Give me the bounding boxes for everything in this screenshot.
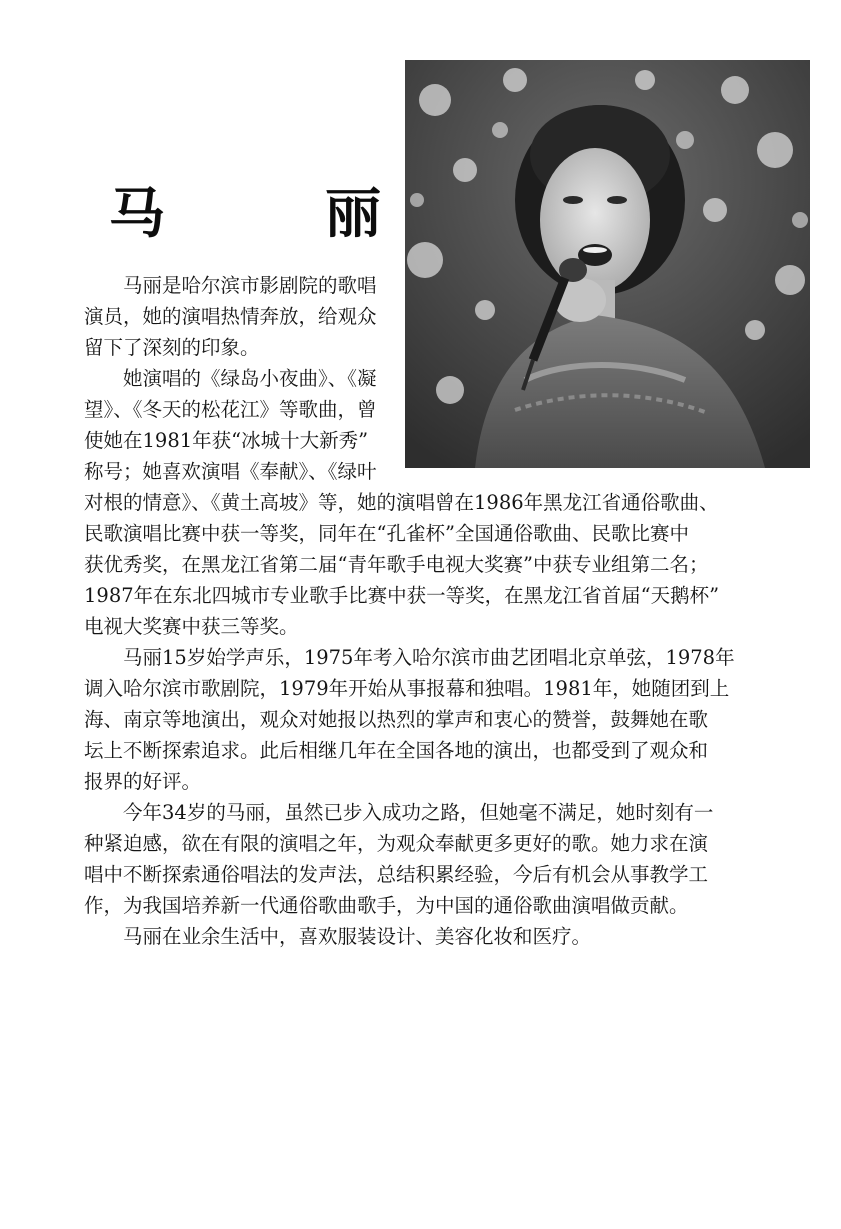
- intro-text: [84, 270, 398, 487]
- singer-portrait-photo: [405, 60, 810, 468]
- page-title: [110, 174, 380, 244]
- text-line: 唱中不断探索通俗唱法的发声法，总结积累经验，今后有机会从事教学工: [84, 863, 709, 886]
- text-line: 称号；她喜欢演唱《奉献》、《绿叶: [84, 460, 377, 483]
- text-line: 调入哈尔滨市歌剧院，1979年开始从事报幕和独唱。1981年，她随团到上: [84, 677, 730, 700]
- text-line: 她演唱的《绿岛小夜曲》、《凝: [123, 367, 377, 390]
- title-char-2: 丽: [324, 181, 382, 245]
- text-line: 电视大奖赛中获三等奖。: [84, 615, 299, 638]
- text-line: 坛上不断探索追求。此后相继几年在全国各地的演出，也都受到了观众和: [84, 739, 709, 762]
- text-line: 海、南京等地演出，观众对她报以热烈的掌声和衷心的赞誉，鼓舞她在歌: [84, 708, 709, 731]
- text-line: 马丽是哈尔滨市影剧院的歌唱: [123, 274, 377, 297]
- text-line: 马丽15岁始学声乐，1975年考入哈尔滨市曲艺团唱北京单弦，1978年: [123, 646, 735, 669]
- text-line: 报界的好评。: [84, 770, 202, 793]
- text-line: 获优秀奖，在黑龙江省第二届“青年歌手电视大奖赛”中获专业组第二名；: [84, 553, 709, 576]
- text-line: 对根的情意》、《黄土高坡》等，她的演唱曾在1986年黑龙江省通俗歌曲、: [84, 491, 719, 514]
- text-line: 演员，她的演唱热情奔放，给观众: [84, 305, 377, 328]
- text-line: 种紧迫感，欲在有限的演唱之年，为观众奉献更多更好的歌。她力求在演: [84, 832, 709, 855]
- text-line: 作，为我国培养新一代通俗歌曲歌手，为中国的通俗歌曲演唱做贡献。: [84, 894, 689, 917]
- text-line: 望》、《冬天的松花江》等歌曲，曾: [84, 398, 377, 421]
- text-line: 民歌演唱比赛中获一等奖，同年在“孔雀杯”全国通俗歌曲、民歌比赛中: [84, 522, 689, 545]
- text-line: 今年34岁的马丽，虽然已步入成功之路，但她毫不满足，她时刻有一: [123, 801, 714, 824]
- text-line: 1987年在东北四城市专业歌手比赛中获一等奖，在黑龙江省首届“天鹅杯”: [84, 584, 720, 607]
- text-line: 使她在1981年获“冰城十大新秀”: [84, 429, 369, 452]
- text-line: 马丽在业余生活中，喜欢服装设计、美容化妆和医疗。: [123, 925, 592, 948]
- body-text: [84, 487, 774, 952]
- title-char-1: 马: [108, 181, 166, 245]
- text-line: 留下了深刻的印象。: [84, 336, 260, 359]
